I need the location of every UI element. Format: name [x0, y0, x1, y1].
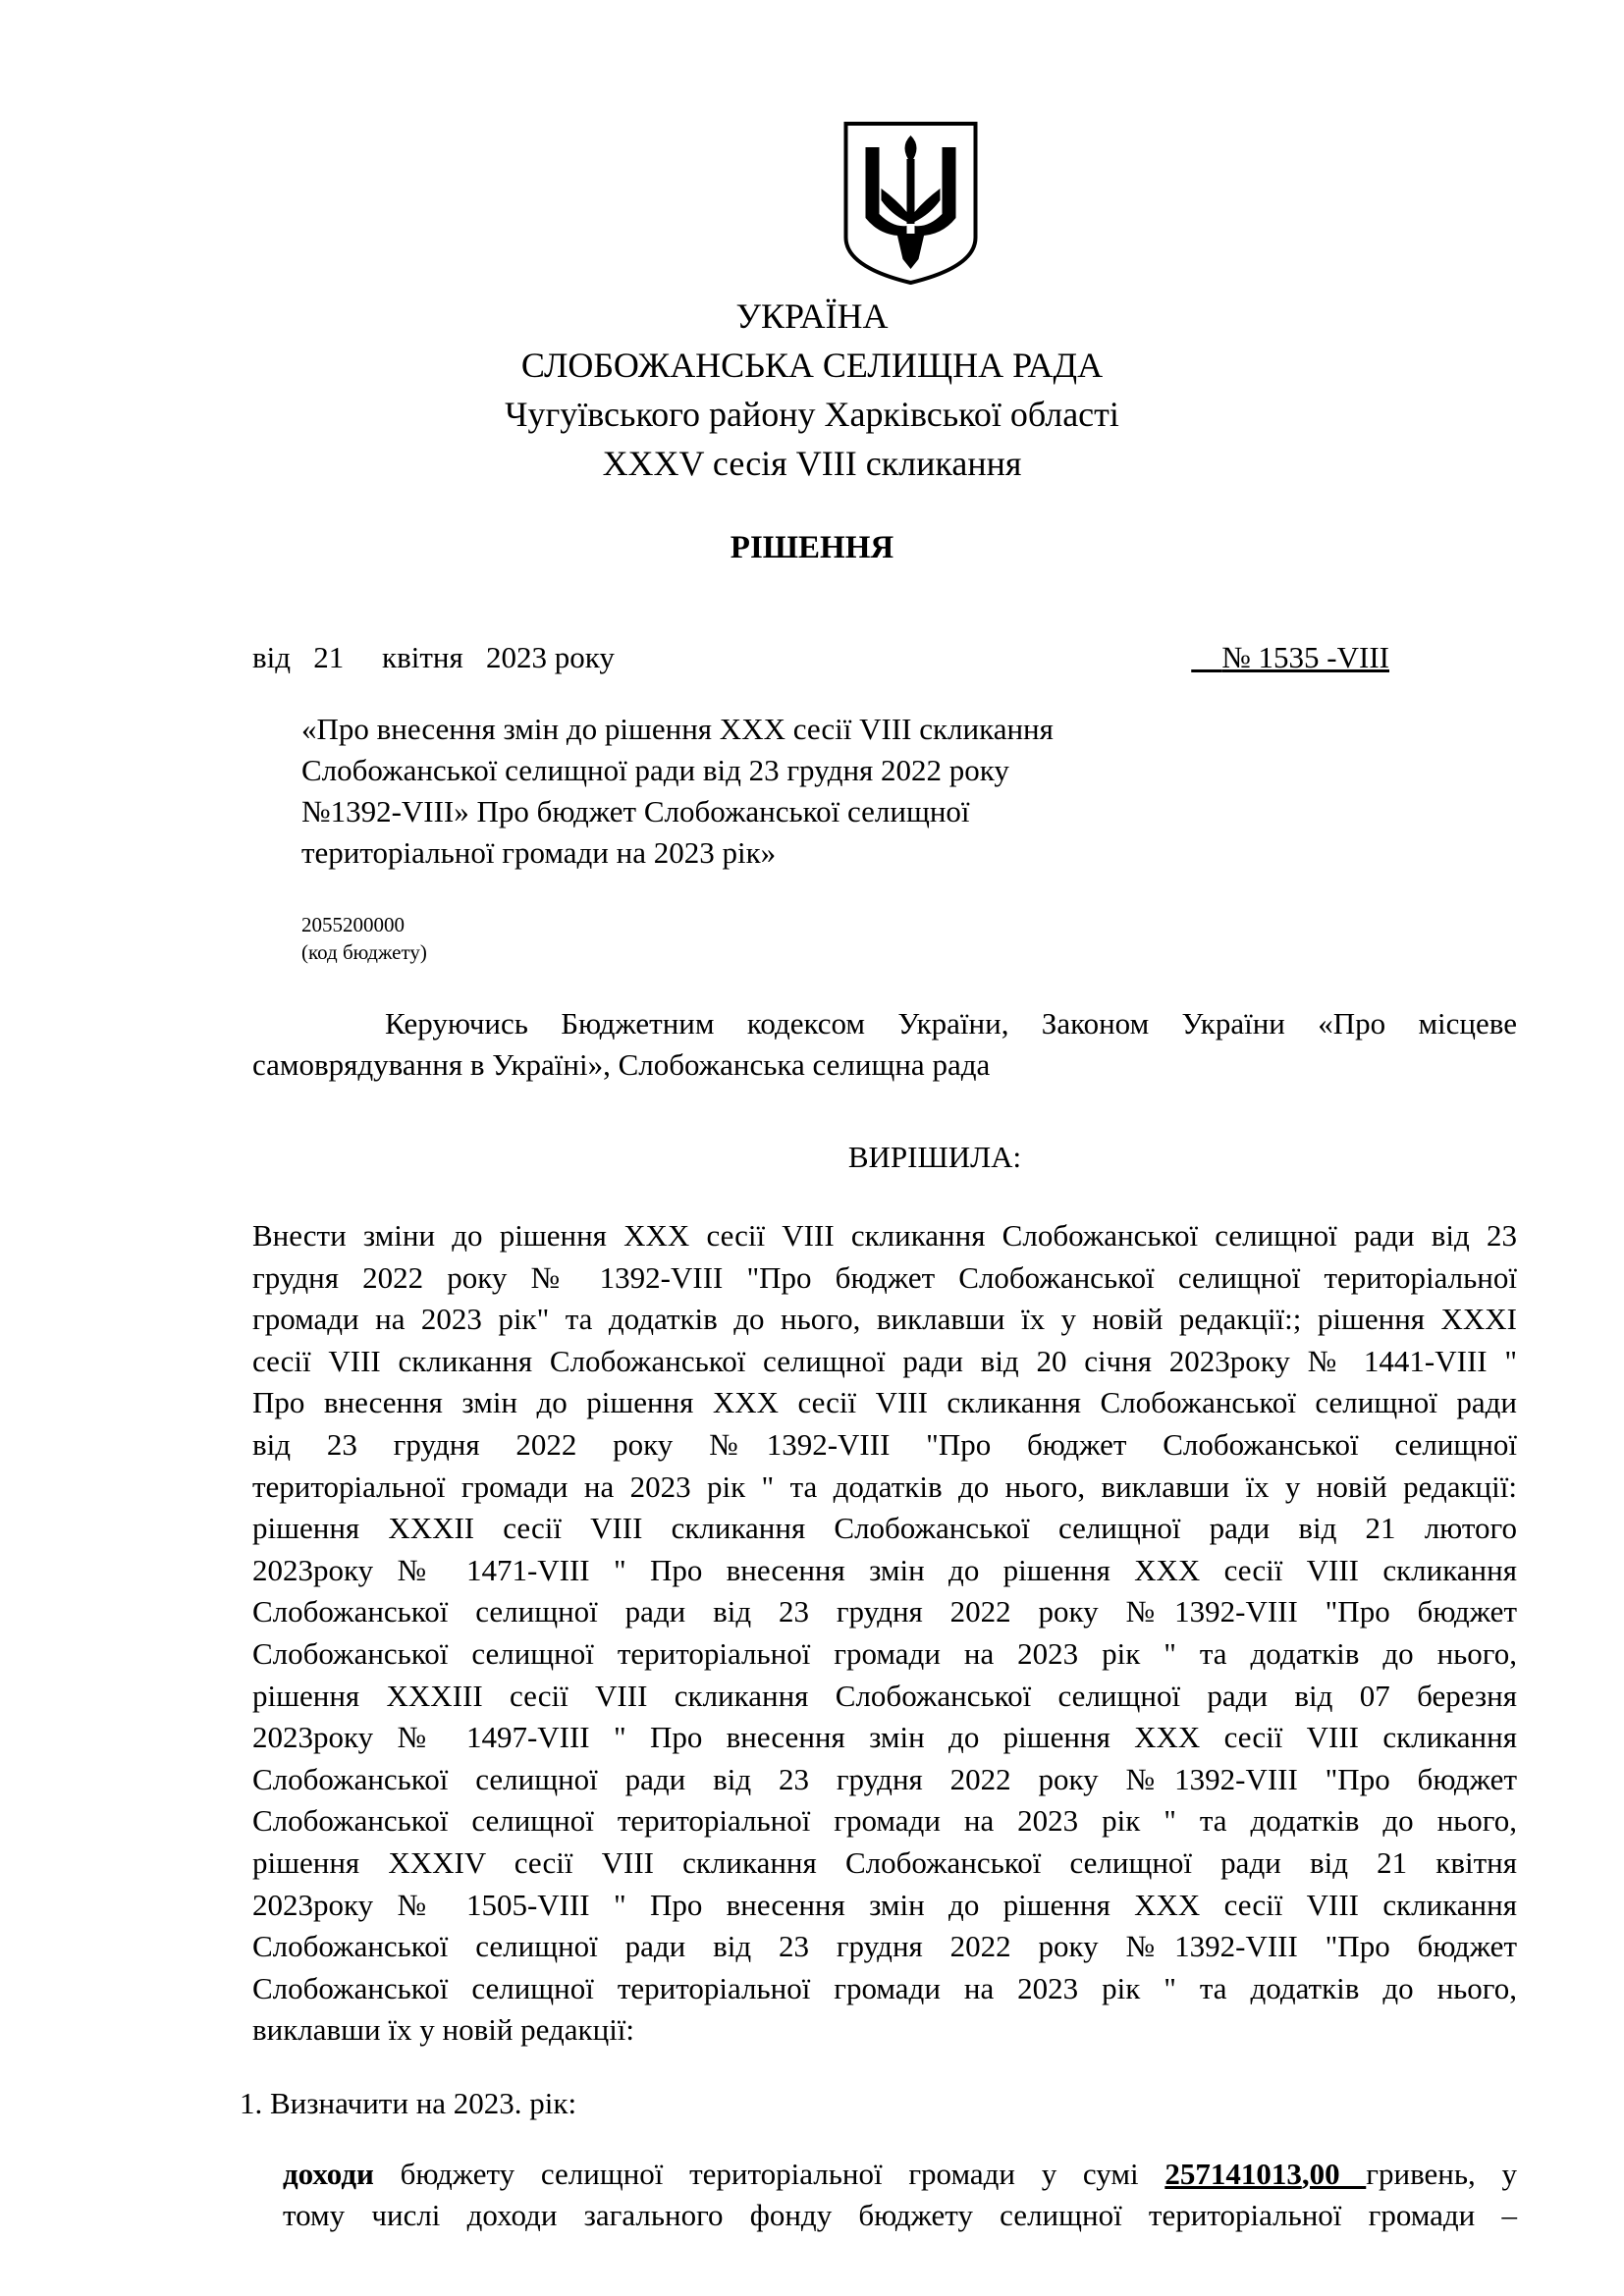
resolved-heading: ВИРІШИЛА:: [847, 1140, 1022, 1174]
income-paragraph: [283, 2154, 1517, 2236]
paragraph-line: Про внесення змін до рішення XXX сесії VIII скликання Слобожанської селищної ради: [252, 1385, 1517, 1420]
income-amount: 257141013,00: [1164, 2157, 1367, 2191]
paragraph-line: 2023року № 1505-VIII " Про внесення змін до рішення XXX сесії VIII скликання: [252, 1887, 1517, 1922]
income-keyword: доходи: [283, 2157, 374, 2191]
date-year: 2023 року: [486, 640, 615, 674]
paragraph-line: Слобожанської селищної ради від 23 грудня 2022 року №1392-VIII "Про бюджет: [252, 1761, 1517, 1796]
decision-title: РІШЕННЯ: [730, 530, 894, 565]
intro-paragraph: [252, 1003, 1517, 1086]
trident-emblem-icon: [839, 120, 982, 287]
income-text: бюджету селищної територіальної громади у сумі: [373, 2157, 1165, 2191]
paragraph-line: виклавши їх у новій редакції:: [252, 2012, 635, 2048]
income-currency: гривень, у: [1366, 2157, 1517, 2191]
decision-number: № 1535 -VIII: [1221, 640, 1389, 674]
budget-code-value: 2055200000: [301, 913, 405, 936]
main-paragraph: [252, 1215, 1517, 2052]
budget-code-block: [301, 911, 427, 966]
subject-line: Слобожанської селищної ради від 23 грудня 2022 року: [301, 753, 1009, 787]
paragraph-line: Слобожанської селищної територіальної громади на 2023 рік " та додатків до нього,: [252, 1970, 1517, 2005]
income-line: тому числі доходи загального фонду бюджету селищної територіальної громади –: [283, 2198, 1517, 2232]
council-name: СЛОБОЖАНСЬКА СЕЛИЩНА РАДА: [520, 346, 1104, 385]
district-name: Чугуївського району Харківської області: [505, 395, 1119, 434]
date-day: 21: [313, 640, 345, 674]
paragraph-line: Слобожанської селищної ради від 23 грудня 2022 року №1392-VIII "Про бюджет: [252, 1929, 1517, 1964]
paragraph-line: громади на 2023 рік" та додатків до нього, виклавши їх у новій редакції:; рішення XXXI: [252, 1302, 1517, 1337]
subject-line: «Про внесення змін до рішення XXX сесії VIII скликання: [301, 712, 1054, 746]
subject-line: територіальної громади на 2023 рік»: [301, 835, 777, 870]
date-prefix: від: [252, 640, 292, 674]
paragraph-line: територіальної громади на 2023 рік " та додатків до нього, виклавши їх у новій редакції:: [252, 1468, 1517, 1504]
paragraph-line: Внести зміни до рішення XXX сесії VIII скликання Слобожанської селищної ради від 23: [252, 1218, 1517, 1253]
decision-date-row: [252, 638, 1389, 681]
decision-subject: [301, 709, 1165, 874]
paragraph-line: рішення XXXIII сесії VIII скликання Слобожанської селищної ради від 07 березня: [252, 1678, 1517, 1713]
paragraph-line: Слобожанської селищної територіальної громади на 2023 рік " та додатків до нього,: [252, 1803, 1517, 1839]
intro-line: Керуючись Бюджетним кодексом України, Законом України «Про місцеве: [385, 1006, 1517, 1041]
income-line: [283, 2154, 1517, 2195]
paragraph-line: рішення XXXII сесії VIII скликання Слобожанської селищної ради від 21 лютого: [252, 1511, 1517, 1546]
point-1-heading: 1. Визначити на 2023. рік:: [240, 2086, 577, 2120]
paragraph-line: грудня 2022 року № 1392-VIII "Про бюджет Слобожанської селищної територіальної: [252, 1259, 1517, 1295]
paragraph-line: Слобожанської селищної територіальної громади на 2023 рік " та додатків до нього,: [252, 1635, 1517, 1671]
session-info: XXXV сесія VIII скликання: [602, 444, 1022, 483]
intro-line: самоврядування в Україні», Слобожанська селищна рада: [252, 1047, 991, 1082]
paragraph-line: рішення XXXIV сесії VIII скликання Слобожанської селищної ради від 21 квітня: [252, 1844, 1517, 1880]
decision-date: [252, 638, 615, 677]
budget-code-label: (код бюджету): [301, 940, 427, 964]
paragraph-line: Слобожанської селищної ради від 23 грудня 2022 року №1392-VIII "Про бюджет: [252, 1594, 1517, 1629]
country-title: УКРАЇНА: [735, 296, 889, 336]
date-month: квітня: [382, 640, 463, 674]
paragraph-line: 2023року № 1471-VIII " Про внесення змін до рішення XXX сесії VIII скликання: [252, 1552, 1517, 1587]
subject-line: №1392-VIII» Про бюджет Слобожанської селищної: [301, 794, 970, 828]
paragraph-line: від 23 грудня 2022 року №1392-VIII "Про бюджет Слобожанської селищної: [252, 1426, 1517, 1462]
paragraph-line: 2023року № 1497-VIII " Про внесення змін до рішення XXX сесії VIII скликання: [252, 1720, 1517, 1755]
paragraph-line: сесії VIII скликання Слобожанської селищної ради від 20 січня 2023року № 1441-VIII ": [252, 1343, 1517, 1378]
